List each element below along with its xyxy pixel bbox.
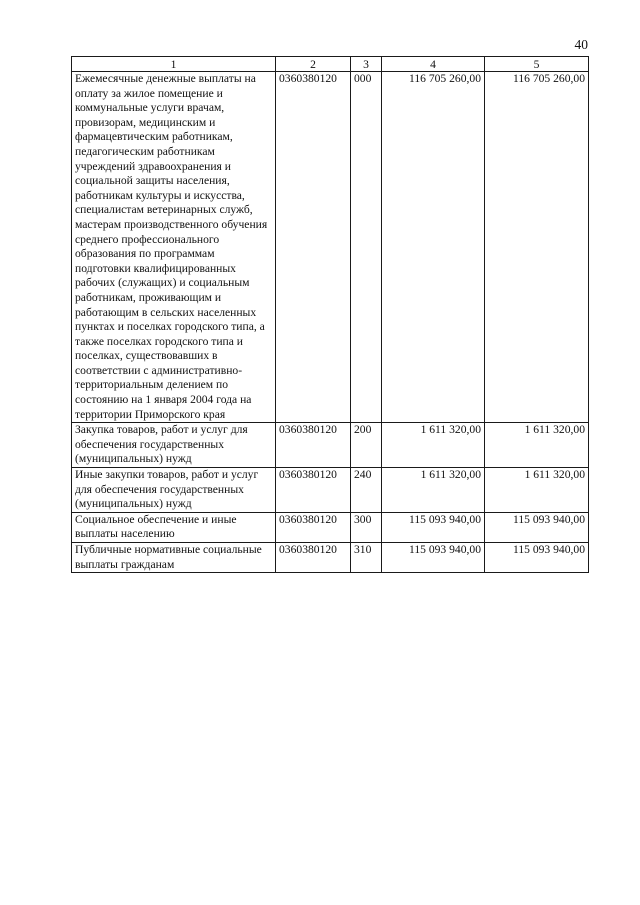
row-sum-2: 115 093 940,00 — [485, 512, 589, 542]
row-csr-code: 0360380120 — [276, 423, 351, 468]
column-header-csr: 2 — [276, 57, 351, 72]
column-header-vr: 3 — [351, 57, 382, 72]
row-csr-code: 0360380120 — [276, 543, 351, 573]
row-sum-1: 1 611 320,00 — [382, 468, 485, 513]
row-sum-2: 1 611 320,00 — [485, 468, 589, 513]
row-sum-1: 115 093 940,00 — [382, 543, 485, 573]
table-row — [72, 512, 589, 542]
row-name: Иные закупки товаров, работ и услуг для обеспечения государственных (муниципальных) нужд — [72, 468, 276, 513]
budget-table — [71, 56, 589, 573]
row-vr-code: 310 — [351, 543, 382, 573]
row-csr-code: 0360380120 — [276, 72, 351, 423]
column-header-sum2: 5 — [485, 57, 589, 72]
table-row — [72, 423, 589, 468]
page-number: 40 — [574, 37, 588, 52]
row-sum-2: 1 611 320,00 — [485, 423, 589, 468]
row-csr-code: 0360380120 — [276, 512, 351, 542]
table-row — [72, 72, 589, 423]
table-header-row — [72, 57, 589, 72]
row-sum-2: 115 093 940,00 — [485, 543, 589, 573]
row-vr-code: 240 — [351, 468, 382, 513]
row-name: Закупка товаров, работ и услуг для обеспечения государственных (муниципальных) нужд — [72, 423, 276, 468]
column-header-sum1: 4 — [382, 57, 485, 72]
row-sum-2: 116 705 260,00 — [485, 72, 589, 423]
column-header-name: 1 — [72, 57, 276, 72]
table-row — [72, 543, 589, 573]
row-sum-1: 116 705 260,00 — [382, 72, 485, 423]
row-name: Ежемесячные денежные выплаты на оплату за жилое помещение и коммунальные услуги врачам, провизорам, медицинским и фармацевтическим работникам, педагогическим работникам учреждений здравоохранения и социальной защиты населения, работникам культуры и искусства, специалистам ветеринарных служб, мастерам производственного обучения среднего профессионального образования по программам подготовки квалифицированных рабочих (служащих) и социальным работникам, проживающим и работающим в сельских населенных пунктах и поселках городского типа, а также поселках городского типа и поселках, существовавших в соответствии с административно-территориальным делением по состоянию на 1 января 2004 года на территории Приморского края — [72, 72, 276, 423]
row-name: Публичные нормативные социальные выплаты гражданам — [72, 543, 276, 573]
row-sum-1: 1 611 320,00 — [382, 423, 485, 468]
table-row — [72, 468, 589, 513]
row-vr-code: 200 — [351, 423, 382, 468]
row-csr-code: 0360380120 — [276, 468, 351, 513]
row-name: Социальное обеспечение и иные выплаты населению — [72, 512, 276, 542]
row-vr-code: 300 — [351, 512, 382, 542]
row-sum-1: 115 093 940,00 — [382, 512, 485, 542]
row-vr-code: 000 — [351, 72, 382, 423]
